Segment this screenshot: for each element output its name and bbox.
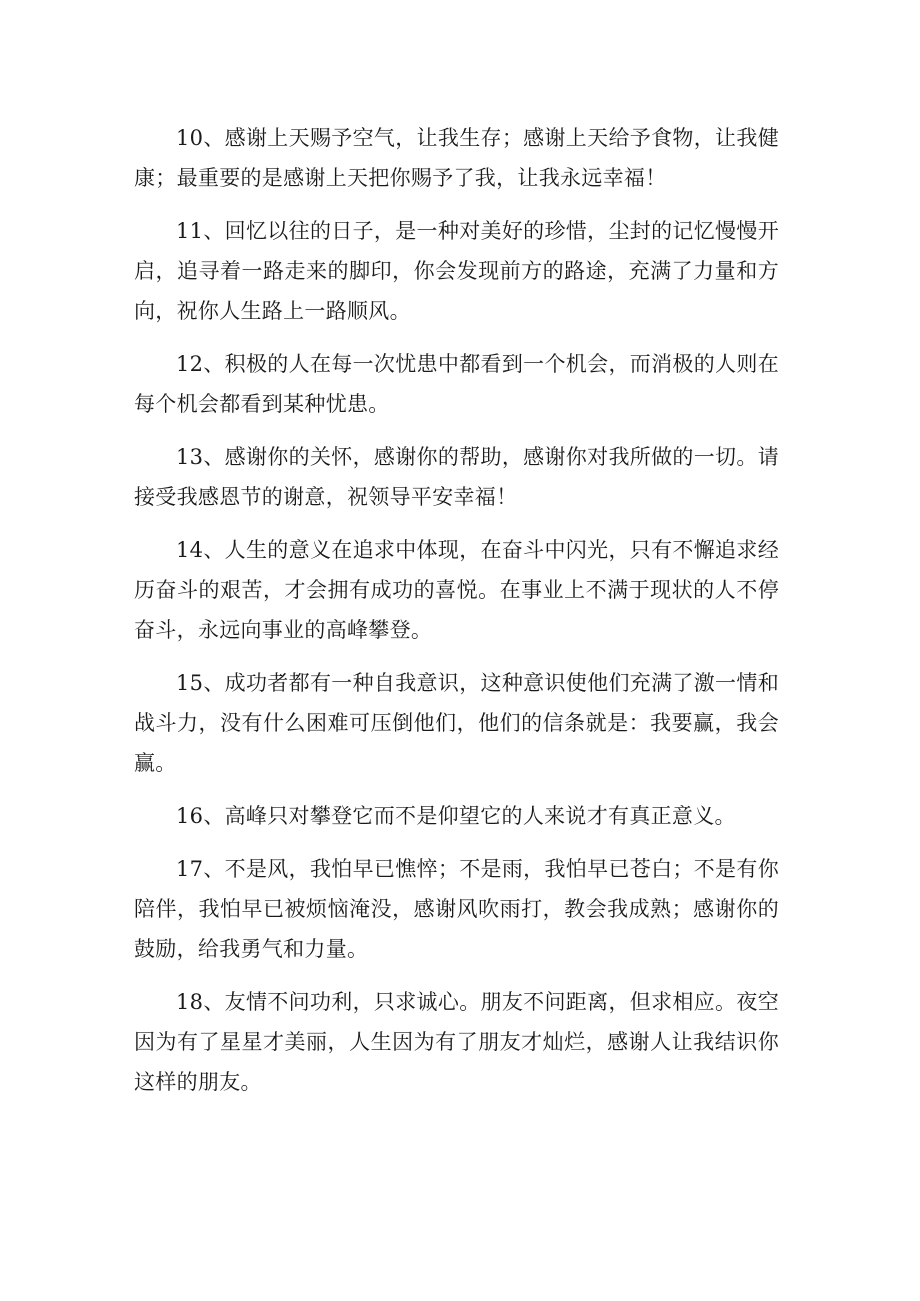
paragraph-16: 16、高峰只对攀登它而不是仰望它的人来说才有真正意义。 (176, 804, 736, 828)
paragraph-10: 10、感谢上天赐予空气，让我生存；感谢上天给予食物，让我健康；最重要的是感谢上天把你赐予了我，让我永远幸福！ (134, 126, 779, 190)
paragraph-13: 13、感谢你的关怀，感谢你的帮助，感谢你对我所做的一切。请接受我感恩节的谢意，祝领导平安幸福！ (134, 445, 779, 509)
paragraph-11: 11、回忆以往的日子，是一种对美好的珍惜，尘封的记忆慢慢开启，追寻着一路走来的脚印，你会发现前方的路途，充满了力量和方向，祝你人生路上一路顺风。 (134, 219, 779, 323)
paragraph-12: 12、积极的人在每一次忧患中都看到一个机会，而消极的人则在每个机会都看到某种忧患。 (134, 352, 779, 416)
paragraph-18: 18、友情不问功利，只求诚心。朋友不问距离，但求相应。夜空因为有了星星才美丽，人生因为有了朋友才灿烂，感谢人让我结识你这样的朋友。 (134, 990, 779, 1094)
paragraph-14: 14、人生的意义在追求中体现，在奋斗中闪光，只有不懈追求经历奋斗的艰苦，才会拥有成功的喜悦。在事业上不满于现状的人不停奋斗，永远向事业的高峰攀登。 (134, 538, 779, 642)
document-body (134, 118, 779, 1115)
paragraph-17: 17、不是风，我怕早已憔悴；不是雨，我怕早已苍白；不是有你陪伴，我怕早已被烦恼淹没，感谢风吹雨打，教会我成熟；感谢你的鼓励，给我勇气和力量。 (134, 857, 779, 961)
paragraph-15: 15、成功者都有一种自我意识，这种意识使他们充满了激一情和战斗力，没有什么困难可压倒他们，他们的信条就是：我要赢，我会赢。 (134, 671, 779, 775)
